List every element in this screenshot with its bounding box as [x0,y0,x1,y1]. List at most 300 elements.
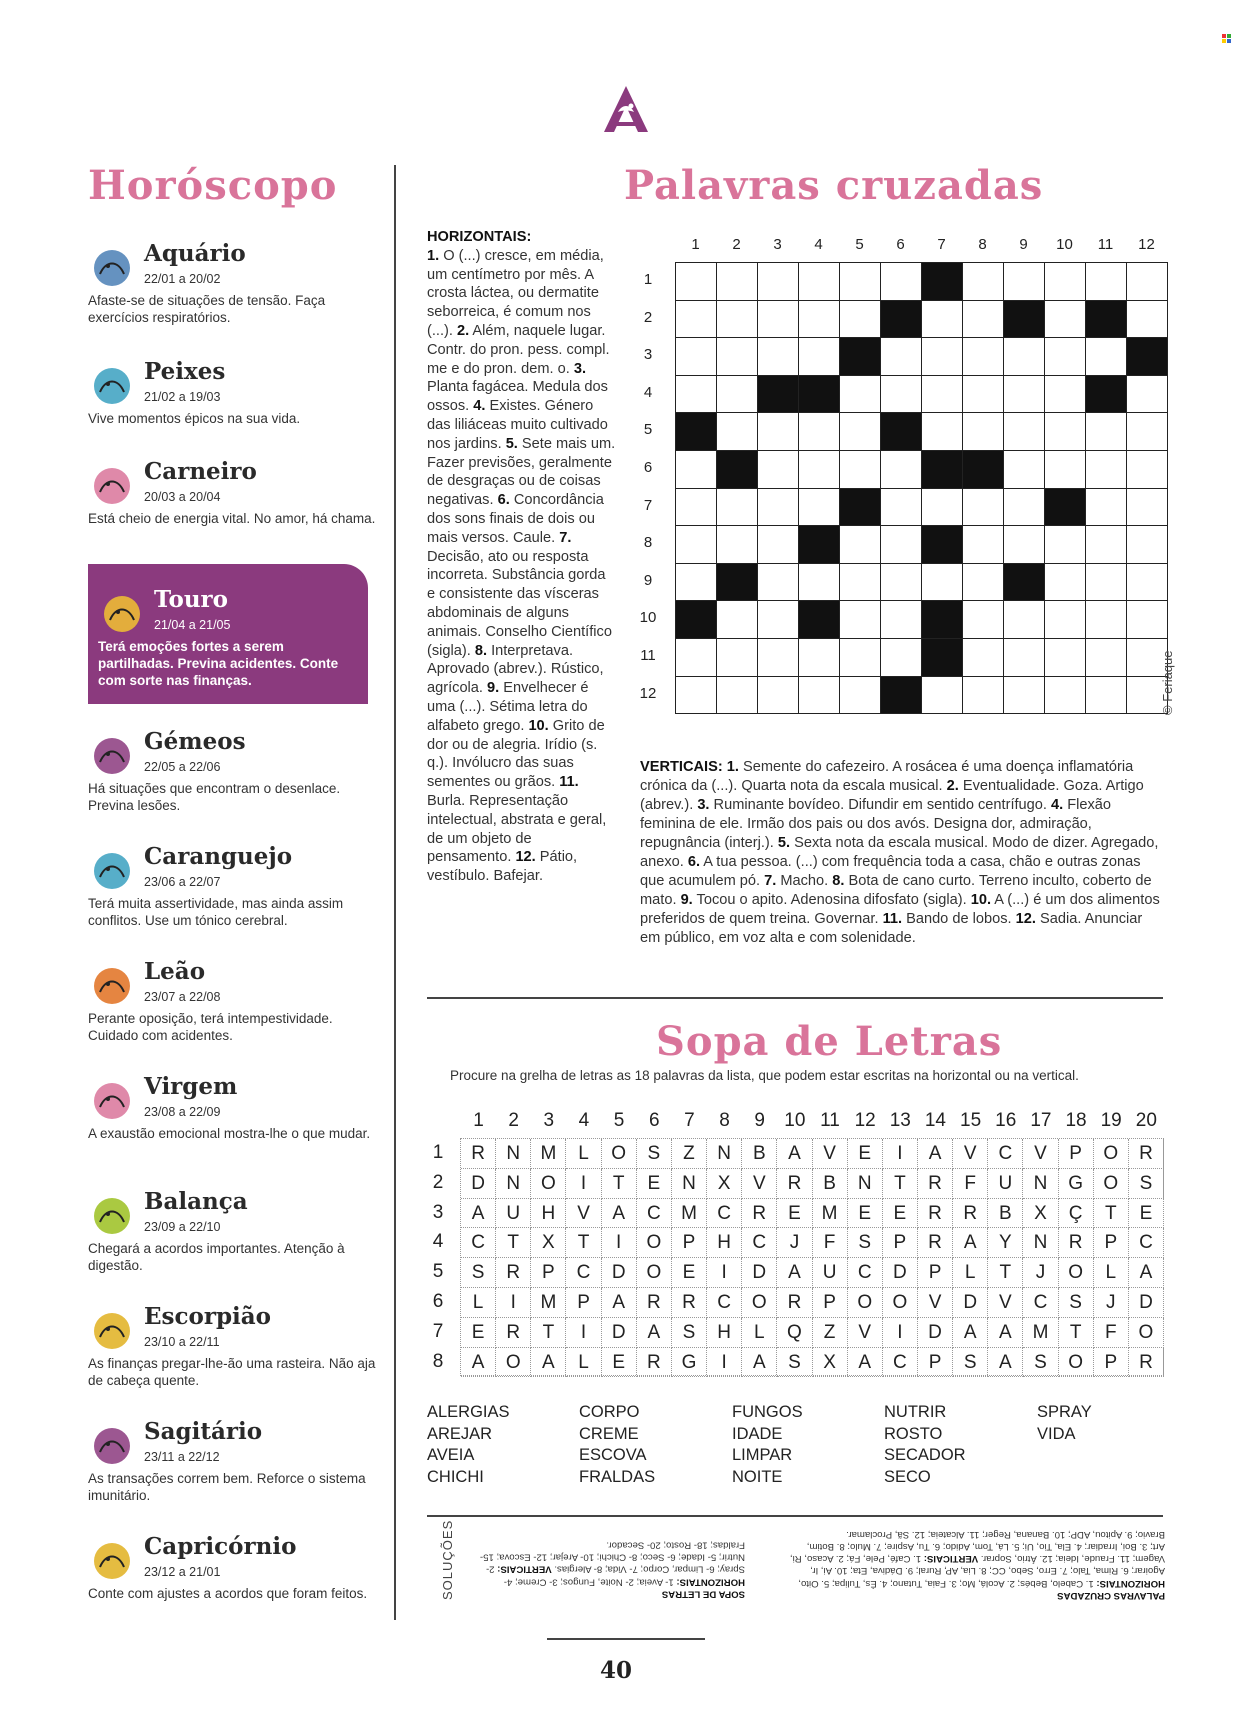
ws-letter[interactable]: E [637,1169,672,1199]
ws-letter[interactable]: S [1129,1169,1164,1199]
cw-cell[interactable] [921,337,963,376]
word-list-item: AVEIA [427,1446,475,1464]
cw-cell[interactable] [839,600,881,639]
ws-letter[interactable]: S [461,1258,496,1288]
ws-letter[interactable]: U [496,1199,531,1229]
cw-cell[interactable] [1003,412,1045,451]
cw-cell[interactable] [798,300,840,339]
ws-letter[interactable]: L [461,1288,496,1318]
cw-cell[interactable] [675,300,717,339]
cw-cell[interactable] [1003,450,1045,489]
ws-letter[interactable]: A [918,1139,953,1169]
ws-letter[interactable]: O [1094,1169,1129,1199]
ws-letter[interactable]: L [1094,1258,1129,1288]
ws-letter[interactable]: C [988,1139,1023,1169]
ws-letter[interactable]: R [637,1288,672,1318]
cw-cell[interactable] [716,488,758,527]
ws-letter[interactable]: P [1094,1228,1129,1258]
cw-cell[interactable] [1085,488,1127,527]
ws-letter[interactable]: A [777,1139,812,1169]
ws-letter[interactable]: O [1059,1258,1094,1288]
ws-letter[interactable]: D [602,1258,637,1288]
cw-cell[interactable] [1044,563,1086,602]
ws-letter[interactable]: O [1059,1348,1094,1378]
cw-cell[interactable] [716,676,758,715]
ws-letter[interactable]: N [496,1169,531,1199]
ws-letter[interactable]: T [566,1228,601,1258]
cw-cell[interactable] [716,337,758,376]
ws-letter[interactable]: I [566,1318,601,1348]
ws-letter[interactable]: T [988,1258,1023,1288]
cw-cell[interactable] [675,488,717,527]
cw-cell[interactable] [1085,412,1127,451]
cw-cell[interactable] [1085,638,1127,677]
cw-cell[interactable] [962,638,1004,677]
cw-cell[interactable] [839,450,881,489]
ws-letter[interactable]: M [531,1288,566,1318]
h-clue-text: Envelhecer é uma (...). Sétima letra do alfabeto grego. [427,680,589,734]
cw-cell[interactable] [962,337,1004,376]
cw-cell[interactable] [675,375,717,414]
cw-cell[interactable] [1126,300,1168,339]
cw-cell[interactable] [798,488,840,527]
ws-letter[interactable]: A [602,1288,637,1318]
ws-letter[interactable]: P [1059,1139,1094,1169]
ws-letter[interactable]: A [988,1348,1023,1378]
ws-letter[interactable]: F [1094,1318,1129,1348]
cw-cell[interactable] [757,563,799,602]
ws-letter[interactable]: O [1094,1139,1129,1169]
ws-letter[interactable]: N [848,1169,883,1199]
v-clue-text: Ruminante bovídeo. Difundir em sentido centrífugo. [709,797,1052,813]
ws-letter[interactable]: R [1059,1228,1094,1258]
cw-cell[interactable] [716,600,758,639]
ws-letter[interactable]: V [1023,1139,1058,1169]
ws-letter[interactable]: I [707,1348,742,1378]
ws-letter[interactable]: N [672,1169,707,1199]
ws-letter[interactable]: S [1023,1348,1058,1378]
cw-cell[interactable] [716,525,758,564]
ws-letter[interactable]: P [531,1258,566,1288]
ws-letter[interactable]: N [496,1139,531,1169]
ws-letter[interactable]: O [1129,1318,1164,1348]
ws-letter[interactable]: J [1094,1288,1129,1318]
ws-letter[interactable]: D [953,1288,988,1318]
ws-letter[interactable]: N [707,1139,742,1169]
cw-cell[interactable] [757,638,799,677]
cw-cell[interactable] [1126,375,1168,414]
cw-cell[interactable] [839,375,881,414]
cw-cell[interactable] [1126,412,1168,451]
cw-cell[interactable] [880,600,922,639]
cw-cell[interactable] [1126,262,1168,301]
ws-col-number: 15 [960,1110,982,1131]
cw-cell[interactable] [880,450,922,489]
ws-letter[interactable]: I [602,1228,637,1258]
cw-cell[interactable] [716,262,758,301]
cw-cell[interactable] [962,525,1004,564]
cw-cell[interactable] [798,638,840,677]
ws-letter[interactable]: Q [777,1318,812,1348]
cw-cell[interactable] [1044,300,1086,339]
cw-cell[interactable] [757,676,799,715]
ws-letter[interactable]: E [883,1199,918,1229]
ws-letter[interactable]: E [461,1318,496,1348]
cw-cell[interactable] [1044,638,1086,677]
ws-letter[interactable]: D [602,1318,637,1348]
ws-letter[interactable]: R [777,1169,812,1199]
cw-cell[interactable] [921,375,963,414]
cw-cell[interactable] [757,450,799,489]
ws-letter[interactable]: G [672,1348,707,1378]
cw-cell[interactable] [798,262,840,301]
cw-cell[interactable] [716,412,758,451]
cw-cell[interactable] [962,676,1004,715]
ws-letter[interactable]: I [883,1318,918,1348]
cw-row-number: 9 [643,571,653,589]
sign-date: 23/11 a 22/12 [144,1450,220,1464]
ws-letter[interactable]: C [707,1199,742,1229]
cw-cell[interactable] [757,412,799,451]
cw-col-number: 3 [773,236,782,253]
cw-cell[interactable] [962,300,1004,339]
cw-cell[interactable] [880,488,922,527]
cw-cell[interactable] [962,600,1004,639]
ws-letter[interactable]: A [953,1228,988,1258]
cw-cell[interactable] [962,375,1004,414]
ws-letter[interactable]: O [637,1228,672,1258]
ws-letter[interactable]: U [813,1258,848,1288]
sol-ws-title: SOPA DE LETRAS [661,1588,745,1600]
h-clue-text: Decisão, ato ou resposta incorreta. Substância gorda e consistente das vísceras abdominais de alguns animais. Conselho Científico (sigla). [427,548,612,659]
cw-cell[interactable] [921,563,963,602]
cw-cell[interactable] [757,600,799,639]
ws-letter[interactable]: O [531,1169,566,1199]
ws-letter[interactable]: H [531,1199,566,1229]
ws-letter[interactable]: X [1023,1199,1058,1229]
ws-letter[interactable]: O [883,1288,918,1318]
ws-letter[interactable]: B [742,1139,777,1169]
cw-cell[interactable] [675,525,717,564]
ws-letter[interactable]: A [953,1318,988,1348]
v-clue-number: 2. [946,778,959,794]
ws-letter[interactable]: G [1059,1169,1094,1199]
cw-cell[interactable] [880,525,922,564]
ws-letter[interactable]: C [566,1258,601,1288]
ws-letter[interactable]: M [531,1139,566,1169]
ws-letter[interactable]: D [742,1258,777,1288]
cw-cell[interactable] [1044,525,1086,564]
ws-letter[interactable]: A [602,1199,637,1229]
ws-letter[interactable]: S [777,1348,812,1378]
ws-letter[interactable]: O [742,1288,777,1318]
ws-letter[interactable]: L [566,1139,601,1169]
ws-letter[interactable]: A [1129,1258,1164,1288]
v-clue-text: Sadia. Anunciar em público, em voz alta e com solenidade. [640,911,1143,946]
cw-cell[interactable] [962,563,1004,602]
cw-cell[interactable] [716,638,758,677]
ws-letter[interactable]: X [707,1169,742,1199]
cw-cell[interactable] [839,563,881,602]
cw-cell[interactable] [1003,375,1045,414]
ws-letter[interactable]: F [813,1228,848,1258]
ws-letter[interactable]: E [672,1258,707,1288]
ws-letter[interactable]: R [496,1258,531,1288]
ws-letter[interactable]: S [953,1348,988,1378]
ws-letter[interactable]: N [1023,1228,1058,1258]
cw-cell[interactable] [798,337,840,376]
cw-cell[interactable] [1085,676,1127,715]
ws-letter[interactable]: P [566,1288,601,1318]
cw-cell[interactable] [1044,262,1086,301]
ws-letter[interactable]: R [918,1199,953,1229]
ws-letter[interactable]: V [742,1169,777,1199]
ws-letter[interactable]: C [1023,1288,1058,1318]
ws-letter[interactable]: P [1094,1348,1129,1378]
cw-cell[interactable] [757,488,799,527]
ws-letter[interactable]: N [1023,1169,1058,1199]
cw-cell[interactable] [1126,563,1168,602]
ws-letter[interactable]: M [1023,1318,1058,1348]
ws-letter[interactable]: V [813,1139,848,1169]
ws-letter[interactable]: M [813,1199,848,1229]
cw-cell[interactable] [1085,337,1127,376]
cw-cell[interactable] [839,676,881,715]
cw-cell[interactable] [757,525,799,564]
cw-cell[interactable] [921,676,963,715]
ws-letter[interactable]: P [813,1288,848,1318]
ws-letter[interactable]: E [777,1199,812,1229]
ws-letter[interactable]: R [777,1288,812,1318]
ws-letter[interactable]: L [742,1318,777,1348]
cw-cell[interactable] [880,638,922,677]
ws-letter[interactable]: D [918,1318,953,1348]
ws-letter[interactable]: R [461,1139,496,1169]
ws-letter[interactable]: C [461,1228,496,1258]
cw-cell[interactable] [675,638,717,677]
ws-letter[interactable]: R [918,1169,953,1199]
ws-letter[interactable]: R [918,1228,953,1258]
ws-letter[interactable]: C [707,1288,742,1318]
cw-cell[interactable] [839,638,881,677]
cw-cell[interactable] [716,375,758,414]
ws-letter[interactable]: V [953,1139,988,1169]
v-clue-text: Eventualidade. Goza. Artigo (abrev.). [640,778,1144,813]
ws-letter[interactable]: A [461,1348,496,1378]
ws-letter[interactable]: E [1129,1199,1164,1229]
cw-cell[interactable] [1003,676,1045,715]
cw-cell[interactable] [880,337,922,376]
ws-letter[interactable]: V [848,1318,883,1348]
ws-letter[interactable]: P [883,1228,918,1258]
ws-letter[interactable]: I [566,1169,601,1199]
ws-letter[interactable]: X [531,1228,566,1258]
ws-letter[interactable]: R [637,1348,672,1378]
ws-letter[interactable]: O [496,1348,531,1378]
ws-letter[interactable]: S [672,1318,707,1348]
ws-letter[interactable]: I [707,1258,742,1288]
cw-cell[interactable] [880,375,922,414]
ws-letter[interactable]: T [1059,1318,1094,1348]
ws-letter[interactable]: R [672,1288,707,1318]
sign-date: 23/06 a 22/07 [144,875,221,889]
ws-letter[interactable]: Ç [1059,1199,1094,1229]
ws-letter[interactable]: L [566,1348,601,1378]
cw-cell[interactable] [839,412,881,451]
cw-cell[interactable] [1003,638,1045,677]
ws-letter[interactable]: R [496,1318,531,1348]
ws-letter[interactable]: O [848,1288,883,1318]
ws-letter[interactable]: A [742,1348,777,1378]
cw-cell[interactable] [798,412,840,451]
ws-letter[interactable]: A [637,1318,672,1348]
cw-cell[interactable] [1044,337,1086,376]
cw-cell[interactable] [839,525,881,564]
sol-ws-h-text: 1- Aveia; 2- Noite, Fungos; 3- Creme; 4- Spray; 6- Limpar, Corpo; 7- Vida; 8- Alergias. [503,1563,745,1588]
cw-cell[interactable] [1126,450,1168,489]
ws-letter[interactable]: J [1023,1258,1058,1288]
cw-cell[interactable] [675,337,717,376]
cw-cell[interactable] [675,676,717,715]
ws-letter[interactable]: P [918,1348,953,1378]
ws-letter[interactable]: Z [672,1139,707,1169]
ws-letter[interactable]: T [496,1228,531,1258]
ws-letter[interactable]: A [531,1348,566,1378]
cw-black-cell [880,676,922,715]
v-clue-number: 4. [1051,797,1064,813]
cw-cell[interactable] [1085,563,1127,602]
ws-letter[interactable]: C [1129,1228,1164,1258]
ws-letter[interactable]: E [848,1199,883,1229]
cw-cell[interactable] [675,262,717,301]
ws-letter[interactable]: R [953,1199,988,1229]
cw-cell[interactable] [1044,412,1086,451]
cw-cell[interactable] [1003,262,1045,301]
cw-cell[interactable] [1126,600,1168,639]
cw-cell[interactable] [1044,450,1086,489]
ws-letter[interactable]: R [1129,1348,1164,1378]
ws-letter[interactable]: T [531,1318,566,1348]
ws-letter[interactable]: B [988,1199,1023,1229]
ws-row-number: 7 [432,1320,444,1342]
cw-cell[interactable] [839,300,881,339]
ws-letter[interactable]: D [883,1258,918,1288]
ws-letter[interactable]: L [953,1258,988,1288]
ws-letter[interactable]: A [988,1318,1023,1348]
cw-cell[interactable] [798,676,840,715]
ws-letter[interactable]: E [602,1348,637,1378]
ws-letter[interactable]: H [707,1228,742,1258]
cw-cell[interactable] [1126,525,1168,564]
ws-letter[interactable]: O [602,1139,637,1169]
cw-cell[interactable] [757,262,799,301]
cw-cell[interactable] [921,412,963,451]
cw-cell[interactable] [798,563,840,602]
ws-letter[interactable]: J [777,1228,812,1258]
ws-letter[interactable]: P [918,1258,953,1288]
ws-letter[interactable]: X [813,1348,848,1378]
cw-cell[interactable] [757,300,799,339]
sign-name: Gémeos [144,728,246,755]
ws-letter[interactable]: Y [988,1228,1023,1258]
ws-letter[interactable]: M [672,1199,707,1229]
cw-col-number: 8 [978,236,987,253]
ws-letter[interactable]: V [918,1288,953,1318]
ws-letter[interactable]: A [777,1258,812,1288]
ws-letter[interactable]: B [813,1169,848,1199]
cw-cell[interactable] [1044,375,1086,414]
cw-cell[interactable] [921,488,963,527]
cw-cell[interactable] [1003,337,1045,376]
ws-letter[interactable]: C [883,1348,918,1378]
ws-letter[interactable]: V [988,1288,1023,1318]
cw-cell[interactable] [962,488,1004,527]
ws-letter[interactable]: F [953,1169,988,1199]
ws-letter[interactable]: C [742,1228,777,1258]
ws-letter[interactable]: S [1059,1288,1094,1318]
cw-cell[interactable] [1126,488,1168,527]
ws-letter[interactable]: T [883,1169,918,1199]
cw-cell[interactable] [1044,676,1086,715]
ws-letter[interactable]: S [848,1228,883,1258]
cw-cell[interactable] [1085,525,1127,564]
ws-letter[interactable]: U [988,1169,1023,1199]
cw-cell[interactable] [675,563,717,602]
ws-letter[interactable]: T [1094,1199,1129,1229]
ws-letter[interactable]: R [742,1199,777,1229]
cw-cell[interactable] [1085,600,1127,639]
ws-letter[interactable]: Z [813,1318,848,1348]
cw-cell[interactable] [798,450,840,489]
cw-cell[interactable] [1003,600,1045,639]
ws-letter[interactable]: A [848,1348,883,1378]
ws-letter[interactable]: P [672,1228,707,1258]
cw-cell[interactable] [880,563,922,602]
word-list-item: FUNGOS [732,1403,803,1421]
ws-letter[interactable]: V [566,1199,601,1229]
ws-letter[interactable]: R [1129,1139,1164,1169]
cw-cell[interactable] [1044,600,1086,639]
cw-cell[interactable] [757,337,799,376]
aquarius-icon [88,244,136,292]
cw-black-cell [921,450,963,489]
cw-cell[interactable] [962,262,1004,301]
cw-cell[interactable] [716,300,758,339]
cw-cell[interactable] [962,412,1004,451]
ws-letter[interactable]: O [637,1258,672,1288]
cw-cell[interactable] [1085,450,1127,489]
ws-letter[interactable]: I [496,1288,531,1318]
cw-cell[interactable] [1003,525,1045,564]
ws-letter[interactable]: A [461,1199,496,1229]
ws-col-number: 14 [924,1110,946,1131]
ws-letter[interactable]: I [883,1139,918,1169]
ws-letter[interactable]: E [848,1139,883,1169]
cw-cell[interactable] [921,300,963,339]
cw-cell[interactable] [839,262,881,301]
ws-letter[interactable]: S [637,1139,672,1169]
ws-letter[interactable]: C [848,1258,883,1288]
cw-cell[interactable] [1085,262,1127,301]
ws-letter[interactable]: D [1129,1288,1164,1318]
ws-letter[interactable]: D [461,1169,496,1199]
ws-letter[interactable]: C [637,1199,672,1229]
cw-cell[interactable] [675,450,717,489]
cw-cell[interactable] [1003,488,1045,527]
ws-letter[interactable]: T [602,1169,637,1199]
ws-letter[interactable]: H [707,1318,742,1348]
cw-cell[interactable] [880,262,922,301]
